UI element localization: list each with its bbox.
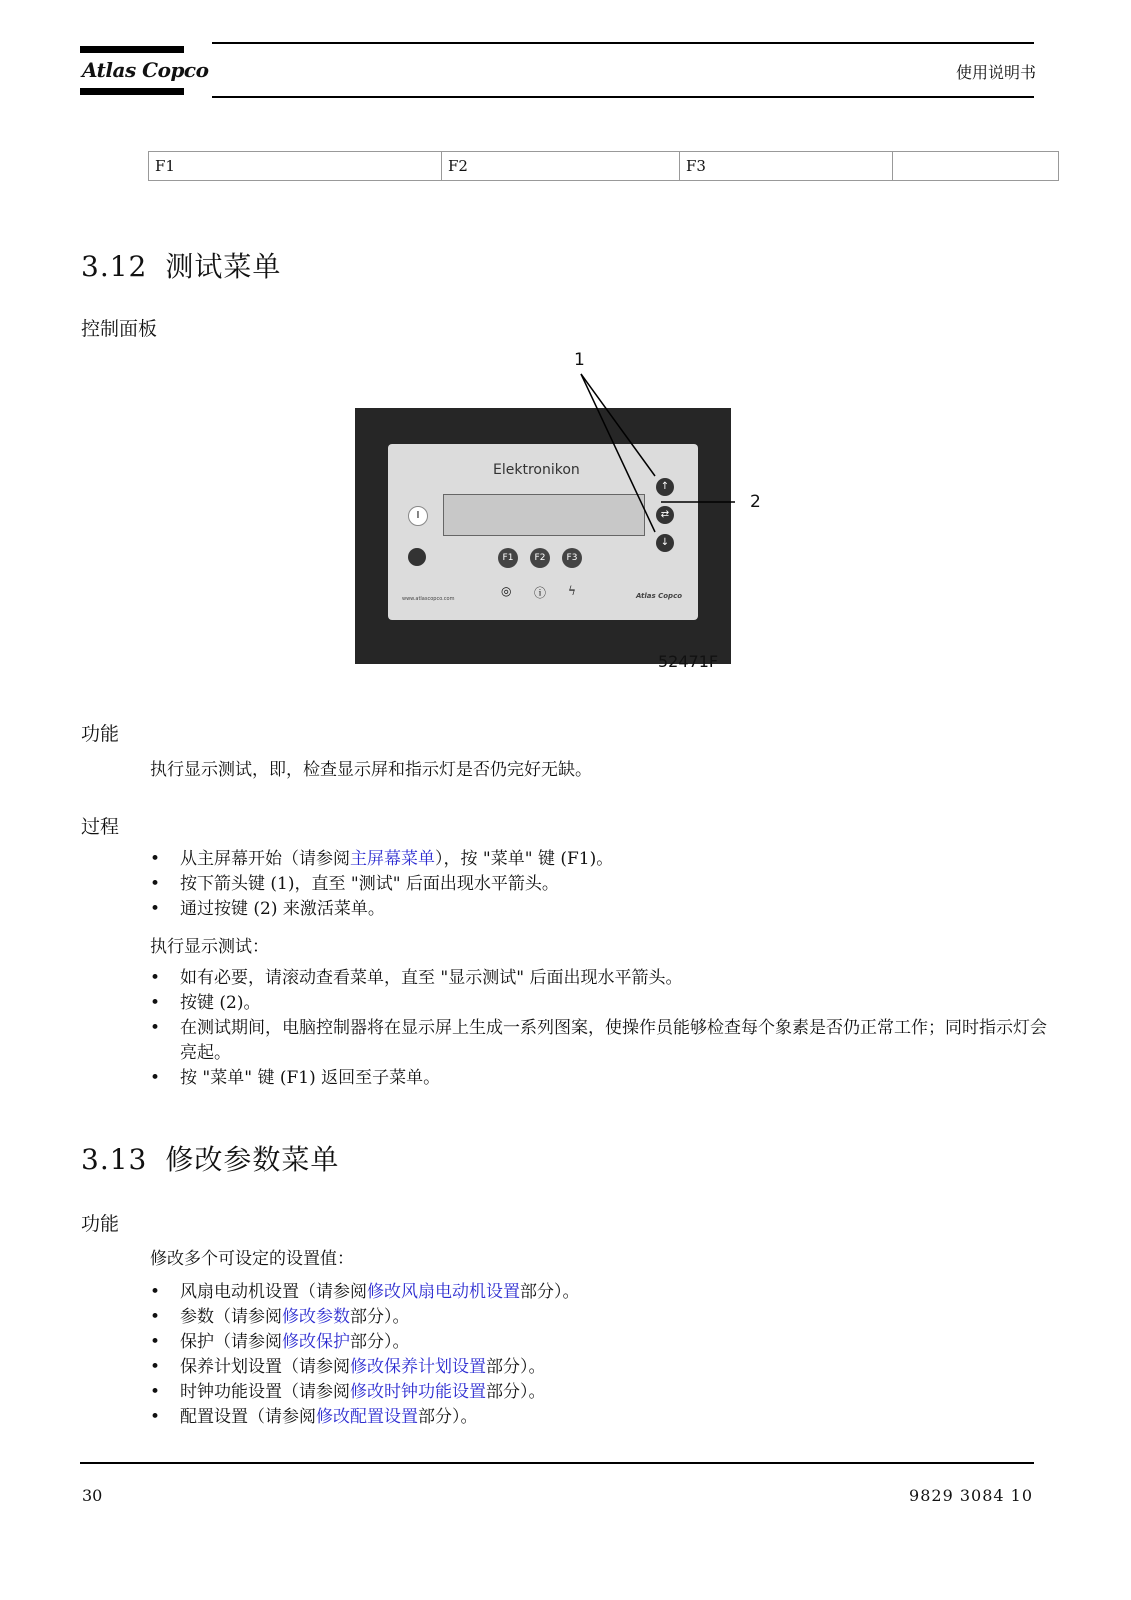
atlas-copco-logo: Atlas Copco: [82, 58, 209, 82]
table-row: [149, 152, 1059, 181]
section-heading: [81, 245, 281, 285]
footer-rule: [80, 1462, 1034, 1464]
logo-bottom-bar: [80, 88, 184, 95]
callout-label: 1: [574, 350, 585, 370]
panel-logo: Atlas Copco: [636, 592, 683, 600]
list-item: • 参数（请参阅修改参数部分）。: [150, 1305, 1050, 1330]
settings-list: [150, 1280, 1050, 1430]
f1-button: F1: [498, 548, 518, 568]
function-subheading: 修改多个可设定的设置值：: [150, 1249, 354, 1269]
subsection-heading: 过程: [81, 816, 120, 838]
table-cell: F3: [680, 152, 893, 181]
control-panel-figure: [355, 350, 761, 691]
procedure-subheading: 执行显示测试：: [150, 937, 269, 957]
voltage-led-icon: ϟ: [568, 584, 576, 598]
callout-label: 2: [750, 492, 761, 512]
tab-key-icon: ⇄: [656, 506, 674, 524]
link-service-plan-settings[interactable]: 修改保养计划设置: [350, 1357, 486, 1377]
section-number: 3.13: [81, 1143, 148, 1176]
list-item: • 配置设置（请参阅修改配置设置部分）。: [150, 1405, 1050, 1430]
section-heading: [81, 1138, 339, 1178]
table-cell: [893, 152, 1059, 181]
link-clock-function-settings[interactable]: 修改时钟功能设置: [350, 1382, 486, 1402]
body-text: 执行显示测试，即，检查显示屏和指示灯是否仍完好无缺。: [150, 760, 592, 780]
document-number: 9829 3084 10: [909, 1486, 1033, 1505]
list-item: • 通过按键 (2) 来激活菜单。: [150, 897, 1050, 922]
link-fan-motor-settings[interactable]: 修改风扇电动机设置: [367, 1282, 520, 1302]
list-item: • 按 "菜单" 键 (F1) 返回至子菜单。: [150, 1066, 1050, 1091]
subsection-heading: 控制面板: [81, 318, 158, 340]
list-item: • 时钟功能设置（请参阅修改时钟功能设置部分）。: [150, 1380, 1050, 1405]
header-rule-top: [212, 42, 1034, 44]
subsection-heading: 功能: [81, 723, 120, 745]
f3-button: F3: [562, 548, 582, 568]
link-configuration-settings[interactable]: 修改配置设置: [316, 1407, 418, 1427]
list-item: • 保护（请参阅修改保护部分）。: [150, 1330, 1050, 1355]
list-item: • 按键 (2)。: [150, 991, 1050, 1016]
list-item: • 保养计划设置（请参阅修改保养计划设置部分）。: [150, 1355, 1050, 1380]
table-cell: F2: [442, 152, 680, 181]
display-test-list: [150, 966, 1050, 1091]
list-item: • 从主屏幕开始（请参阅主屏幕菜单），按 "菜单" 键 (F1)。: [150, 847, 1050, 872]
fkey-table: [148, 151, 1059, 181]
figure-code: 52471F: [658, 652, 719, 671]
link-modify-protections[interactable]: 修改保护: [282, 1332, 350, 1352]
list-item: • 风扇电动机设置（请参阅修改风扇电动机设置部分）。: [150, 1280, 1050, 1305]
header-rule-bottom: [212, 96, 1034, 98]
section-title: 修改参数菜单: [165, 1143, 340, 1176]
link-main-menu[interactable]: 主屏幕菜单: [350, 849, 435, 869]
subsection-heading: 功能: [81, 1213, 120, 1235]
panel-url: www.atlascopco.com: [402, 596, 455, 602]
run-led-icon: ◎: [501, 584, 512, 598]
list-item: • 按下箭头键 (1)，直至 "测试" 后面出现水平箭头。: [150, 872, 1050, 897]
link-modify-parameters[interactable]: 修改参数: [282, 1307, 350, 1327]
f2-button: F2: [530, 548, 550, 568]
list-item: • 在测试期间，电脑控制器将在显示屏上生成一系列图案，使操作员能够检查每个象素是否仍正常工作；同时指示灯会亮起。: [150, 1016, 1050, 1066]
panel-brand: Elektronikon: [493, 462, 580, 478]
arrow-up-icon: ↑: [656, 478, 674, 496]
list-item: • 如有必要，请滚动查看菜单，直至 "显示测试" 后面出现水平箭头。: [150, 966, 1050, 991]
arrow-down-icon: ↓: [656, 534, 674, 552]
procedure-list: [150, 847, 1050, 922]
callout-lines: [355, 356, 735, 691]
section-number: 3.12: [81, 250, 148, 283]
start-button-icon: I: [408, 506, 428, 526]
header-title: 使用说明书: [955, 63, 1036, 82]
page-number: 30: [82, 1486, 103, 1505]
alarm-led-icon: ⓘ: [534, 586, 547, 600]
logo-top-bar: [80, 46, 184, 53]
table-cell: F1: [149, 152, 442, 181]
section-title: 测试菜单: [165, 250, 282, 283]
